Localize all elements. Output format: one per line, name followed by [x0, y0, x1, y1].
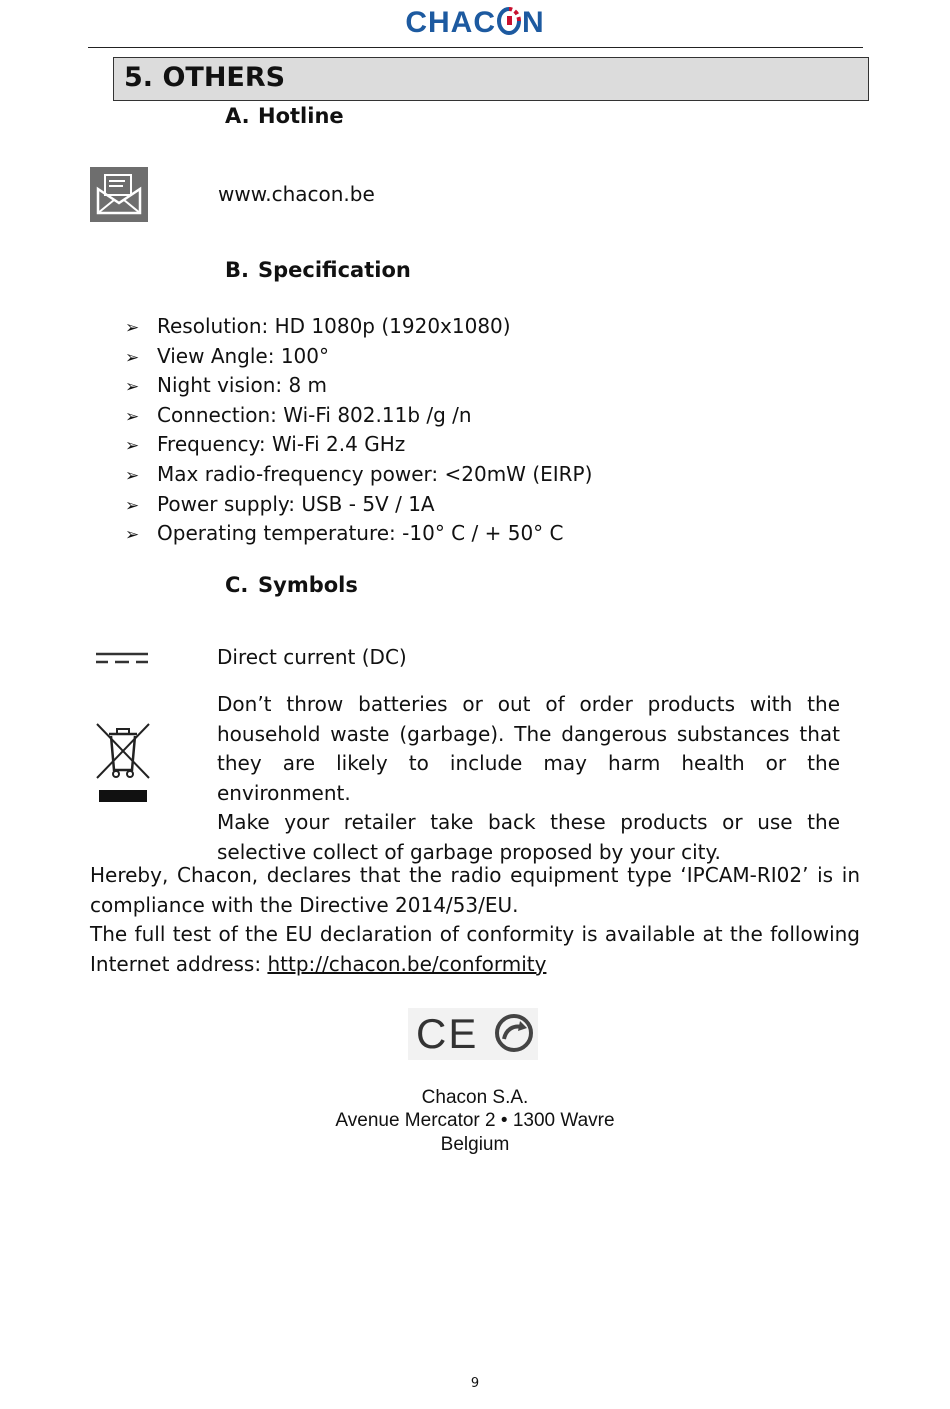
- declaration-line: Internet address: http://chacon.be/conformity: [90, 951, 547, 976]
- declaration-line: The full test of the EU declaration of conformity is available at the following: [90, 922, 860, 947]
- ce-mark: CE: [416, 1010, 479, 1057]
- weee-line: household waste (garbage). The dangerous substances that: [217, 721, 840, 746]
- spec-item: ➢ Frequency: Wi-Fi 2.4 GHz: [125, 430, 592, 460]
- symbols-heading: [225, 573, 358, 597]
- bullet-arrow-icon: ➢: [125, 318, 140, 338]
- recycle-icon: [494, 1013, 534, 1053]
- bullet-arrow-icon: ➢: [125, 495, 140, 516]
- spec-item: ➢ Operating temperature: -10° C / + 50° C: [125, 519, 592, 549]
- company-name: Chacon S.A.: [421, 1087, 529, 1108]
- logo-text-right: N: [522, 6, 545, 39]
- conformity-link[interactable]: http://chacon.be/conformity: [267, 951, 547, 976]
- hotline-letter: A.: [225, 104, 250, 128]
- weee-line: selective collect of garbage proposed by your city.: [217, 839, 721, 864]
- declaration-paragraph: [90, 861, 860, 979]
- logo-text-left: CHAC: [405, 6, 496, 39]
- spec-item: ➢ Connection: Wi-Fi 802.11b /g /n: [125, 401, 592, 431]
- spec-item: ➢ Max radio-frequency power: <20mW (EIRP): [125, 460, 592, 490]
- specification-list: [125, 312, 592, 549]
- crossed-bin-icon: [95, 722, 151, 804]
- bullet-arrow-icon: ➢: [125, 436, 140, 457]
- declaration-line: Hereby, Chacon, declares that the radio equipment type ‘IPCAM-RI02’ is in: [90, 863, 860, 887]
- specification-letter: B.: [225, 258, 249, 282]
- weee-line: Make your retailer take back these products or use the: [217, 810, 840, 835]
- company-address: Avenue Mercator 2 • 1300 Wavre: [335, 1110, 615, 1131]
- bullet-arrow-icon: ➢: [125, 347, 140, 368]
- mail-icon: [90, 167, 148, 222]
- specification-heading: [225, 258, 411, 282]
- spec-item: ➢ Night vision: 8 m: [125, 371, 592, 401]
- specification-title: Specification: [258, 258, 411, 282]
- hotline-heading: [225, 104, 344, 128]
- spec-item: ➢ Resolution: HD 1080p (1920x1080): [125, 312, 592, 342]
- spec-item: ➢ View Angle: 100°: [125, 342, 592, 372]
- symbols-letter: C.: [225, 573, 249, 597]
- page-number: 9: [470, 1376, 480, 1391]
- dc-description: Direct current (DC): [217, 645, 407, 669]
- bullet-arrow-icon: ➢: [125, 406, 140, 427]
- spec-item: ➢ Power supply: USB - 5V / 1A: [125, 490, 592, 520]
- chacon-logo: [0, 6, 950, 40]
- bullet-arrow-icon: ➢: [125, 525, 140, 546]
- weee-description: [217, 690, 840, 868]
- weee-line: Don’t throw batteries or out of order products with the: [217, 692, 840, 716]
- hotline-website[interactable]: www.chacon.be: [218, 182, 375, 206]
- weee-line: they are likely to include may harm health or the environment.: [217, 751, 840, 805]
- direct-current-icon: [95, 650, 149, 668]
- company-country: Belgium: [440, 1134, 510, 1155]
- hotline-title: Hotline: [258, 104, 344, 128]
- section-title: 5. OTHERS: [124, 62, 286, 93]
- bullet-arrow-icon: ➢: [125, 465, 140, 486]
- bullet-arrow-icon: ➢: [125, 377, 140, 398]
- declaration-line: compliance with the Directive 2014/53/EU.: [90, 892, 519, 917]
- logo-ring-icon: [497, 6, 521, 36]
- symbols-title: Symbols: [258, 573, 358, 597]
- header-divider: [88, 47, 863, 48]
